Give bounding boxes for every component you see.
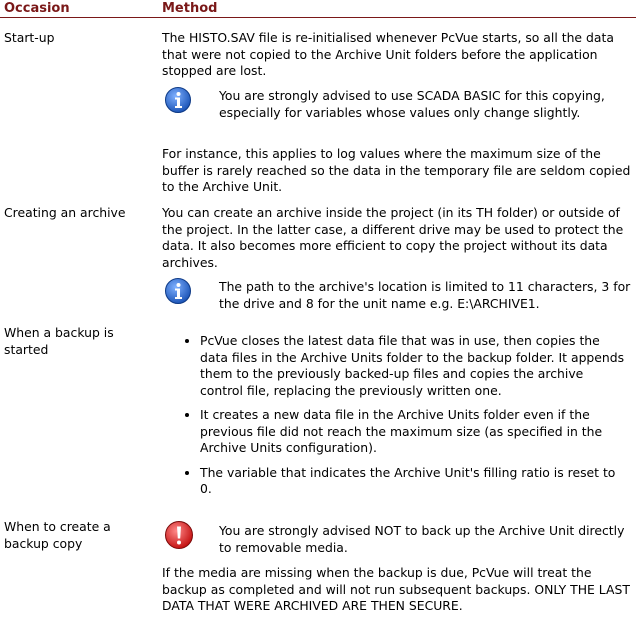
occasion-start-up: Start-up xyxy=(4,30,55,45)
info-icon xyxy=(164,86,192,114)
column-header-method: Method xyxy=(162,1,218,16)
start-up-description: The HISTO.SAV file is re-initialised whenever PcVue starts, so all the data that were not copied to the Archive Unit folders before the application stopped are lost. xyxy=(162,30,614,78)
list-item: • It creates a new data file in the Archive Units folder even if the previous file did not reach the maximum size (as specified in the Archive Units configuration). xyxy=(200,407,630,457)
creating-archive-description: You can create an archive inside the project (in its TH folder) or outside of the project. In the latter case, a different drive may be used to protect the data. It also becomes more efficient to copy the project without its data archives. xyxy=(162,205,624,270)
create-backup-copy-note: You are strongly advised NOT to back up the Archive Unit directly to removable media. xyxy=(219,523,625,555)
header-divider xyxy=(0,17,636,18)
create-backup-copy-description: If the media are missing when the backup is due, PcVue will treat the backup as completed and will not run subsequent backups. ONLY THE LAST DATA THAT WERE ARCHIVED ARE THEN SECURE. xyxy=(162,565,630,613)
occasion-create-backup-copy: When to create a backup copy xyxy=(4,519,111,551)
occasion-creating-archive: Creating an archive xyxy=(4,205,126,220)
start-up-example: For instance, this applies to log values where the maximum size of the buffer is rarely reached so the data in the temporary file are seldom copied to the Archive Unit. xyxy=(162,146,631,194)
info-icon xyxy=(164,277,192,305)
warning-icon xyxy=(164,520,194,550)
creating-archive-note: The path to the archive's location is limited to 11 characters, 3 for the drive and 8 for the unit name e.g. E:\ARCHIVE1. xyxy=(219,279,631,311)
start-up-note: You are strongly advised to use SCADA BASIC for this copying, especially for variables whose values only change slightly. xyxy=(219,88,605,120)
list-item: • The variable that indicates the Archive Unit's filling ratio is reset to 0. xyxy=(200,465,630,498)
list-item: • PcVue closes the latest data file that was in use, then copies the data files in the Archive Units folder to the backup folder. It appends them to the previously backed-up files and copies the archive control file, replacing the previously written one. xyxy=(200,333,630,399)
column-header-occasion: Occasion xyxy=(4,1,70,16)
occasion-backup-started: When a backup is started xyxy=(4,325,114,357)
backup-started-list xyxy=(160,333,630,506)
